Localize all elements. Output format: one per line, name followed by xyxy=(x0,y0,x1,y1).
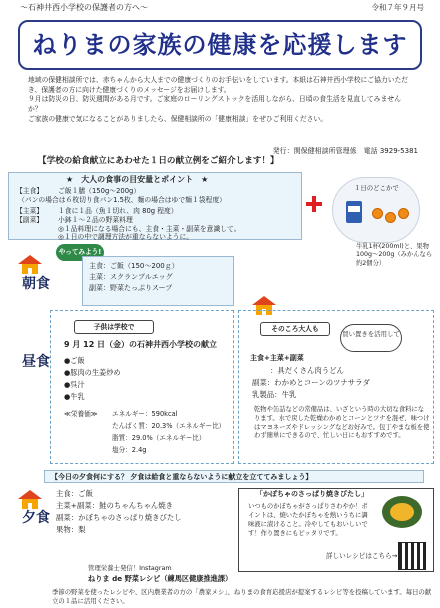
milk-carton-icon xyxy=(346,201,362,223)
side-label: 【副菜】 xyxy=(16,216,44,224)
audience-label: ～石神井西小学校の保護者の方へ～ xyxy=(20,3,148,12)
adult-lunch-item: 副菜：わかめとコーンのツナサラダ xyxy=(252,378,370,387)
orange-icon xyxy=(385,212,396,223)
recipe-body: いつものかぼちゃがさっぱりさわやか！ポイントは、焼いたかぼちゃを熱いうちに調味液に漬けること。冷やしてもおいしいです！作り置きにもピッタリです。 xyxy=(248,503,368,538)
orange-icon xyxy=(372,208,383,219)
house-icon xyxy=(18,255,42,275)
plus-icon xyxy=(306,196,322,212)
publisher-info: 発行：関保健相談所管理係 電話 3929-5381 xyxy=(272,147,418,155)
meal-combo: 主食+主菜+副菜 xyxy=(250,354,304,362)
nutrition-value: たんぱく質：20.3%（エネルギー比） xyxy=(112,422,226,430)
pumpkin-icon xyxy=(382,496,422,528)
breakfast-box xyxy=(82,256,234,306)
house-icon xyxy=(18,490,42,510)
lunch-label: 昼食 xyxy=(22,354,50,370)
breakfast-line: 主食：ご飯（150〜200ｇ） xyxy=(89,262,179,270)
issue-date: 令和７年９月号 xyxy=(371,3,424,12)
breakfast-line: 主菜：スクランブルエッグ xyxy=(89,273,173,282)
point-2: ◎１日の中で調理方法が重ならないように。 xyxy=(58,233,194,241)
dinner-line: 果物：梨 xyxy=(56,525,86,534)
breakfast-label: 朝食 xyxy=(22,276,50,292)
title-banner xyxy=(18,20,422,70)
try-it-badge: やってみよう! xyxy=(56,244,104,261)
stock-tips: 乾物や缶詰などの常備品は、いざという時の大切な食料になります。水で戻した乾燥わかめとコーンとツナを混ぜ、味つけはマヨネーズやドレッシングなどお好みで。包丁やまな板を使わず簡単にできるので、忙しい日にもおすすめです。 xyxy=(254,406,430,440)
lunch-item: ●牛乳 xyxy=(64,392,85,401)
lunch-item: ●呉汁 xyxy=(64,380,85,389)
page-title: ねりまの家族の健康を応援します xyxy=(32,31,408,59)
supplement-label: １日のどこかで xyxy=(354,184,399,192)
nutrition-value: 塩分：2.4g xyxy=(112,446,147,454)
dinner-label: 夕食 xyxy=(22,510,50,526)
dinner-line: 主食：ご飯 xyxy=(56,489,93,498)
section-title: 【学校の給食献立にあわせた１日の献立例をご紹介します！】 xyxy=(38,156,279,166)
instagram-label: 管理栄養士発信！Instagram xyxy=(88,564,172,572)
intro-text xyxy=(28,76,414,124)
point-1: ◎１品料理になる場合にも、主食・主菜・副菜を意識して。 xyxy=(58,225,241,233)
dinner-header: 【今日の夕食何にする？ 夕食は給食と重ならないように献立を立ててみましょう】 xyxy=(44,470,424,483)
nutrition-value: 脂質：29.0%（エネルギー比） xyxy=(112,434,206,442)
bottom-note: 季節の野菜を使ったレシピや、区内農業者の方の「農家メシ」、ねりまの食育応援店が提案するレシピ等を投稿しています。毎日の献立の１品に活用ください。 xyxy=(52,588,432,606)
milk-label-icon xyxy=(348,206,360,212)
main-text: １食に１品（魚１切れ、肉 80g 程度） xyxy=(58,207,178,215)
recipe-link-label: 詳しいレシピはこちら→ xyxy=(326,552,398,560)
main-label: 【主菜】 xyxy=(16,207,44,215)
intro-paragraph: 地域の保健相談所では、赤ちゃんから大人までの健康づくりのお手伝いをしています。本紙は石神井西小学校にご協力いただき、保護者の方に向けた健康づくりのメッセージをお届けします。 xyxy=(28,76,409,94)
lunch-date: 9 月 12 日（金）の石神井西小学校の献立 xyxy=(64,340,218,349)
staple-label: 【主食】 xyxy=(16,187,44,195)
instagram-account[interactable]: ねりま de 野菜レシピ（練馬区健康推進課） xyxy=(88,574,233,583)
adult-tag: そのころ大人も xyxy=(260,322,330,336)
nutrition-value: エネルギー：590kcal xyxy=(112,410,178,418)
dinner-line: 主菜+副菜：鮭のちゃんちゃん焼き xyxy=(56,501,174,510)
qr-code-icon[interactable] xyxy=(398,542,426,570)
lunch-item: ●ご飯 xyxy=(64,356,85,365)
adult-lunch-item: ：具だくさん肉うどん xyxy=(270,366,344,375)
intro-paragraph: ９月は防災の日、防災週間がある月です。ご家庭のローリングストックを活用しながら、日頃の食生活を見直してみませんか？ xyxy=(28,95,401,113)
side-text: 小鉢１〜２品の野菜料理 xyxy=(58,216,133,224)
stock-bubble: 買い置きを活用して xyxy=(340,324,402,352)
recipe-title: 「かぼちゃのさっぱり焼きびたし」 xyxy=(256,490,368,498)
supplement-text: 牛乳1杯(200ml)と、果物 100g〜200g（みかんなら約2個分） xyxy=(356,243,433,267)
adult-lunch-item: 乳製品：牛乳 xyxy=(252,390,297,399)
kids-tag: 子供は学校で xyxy=(74,320,154,334)
dinner-line: 副菜：かぼちゃのさっぱり焼きびたし xyxy=(56,513,182,522)
adult-goal-title: ★ 大人の食事の目安量とポイント ★ xyxy=(66,175,209,184)
staple-text: ご飯１膳（150g〜200g） xyxy=(58,187,141,195)
staple-note: （パンの場合は６枚切り食パン1.5枚、麺の場合はゆで麺１袋程度） xyxy=(18,196,226,204)
lunch-item: ●豚肉の生姜炒め xyxy=(64,368,121,377)
breakfast-line: 副菜：野菜たっぷりスープ xyxy=(89,284,173,293)
nutrition-label: ≪栄養価≫ xyxy=(64,410,98,418)
intro-paragraph: ご家族の健康で気になることがありましたら、保健相談所の「健康相談」をぜひご利用ください。 xyxy=(28,114,328,123)
orange-icon xyxy=(398,208,409,219)
